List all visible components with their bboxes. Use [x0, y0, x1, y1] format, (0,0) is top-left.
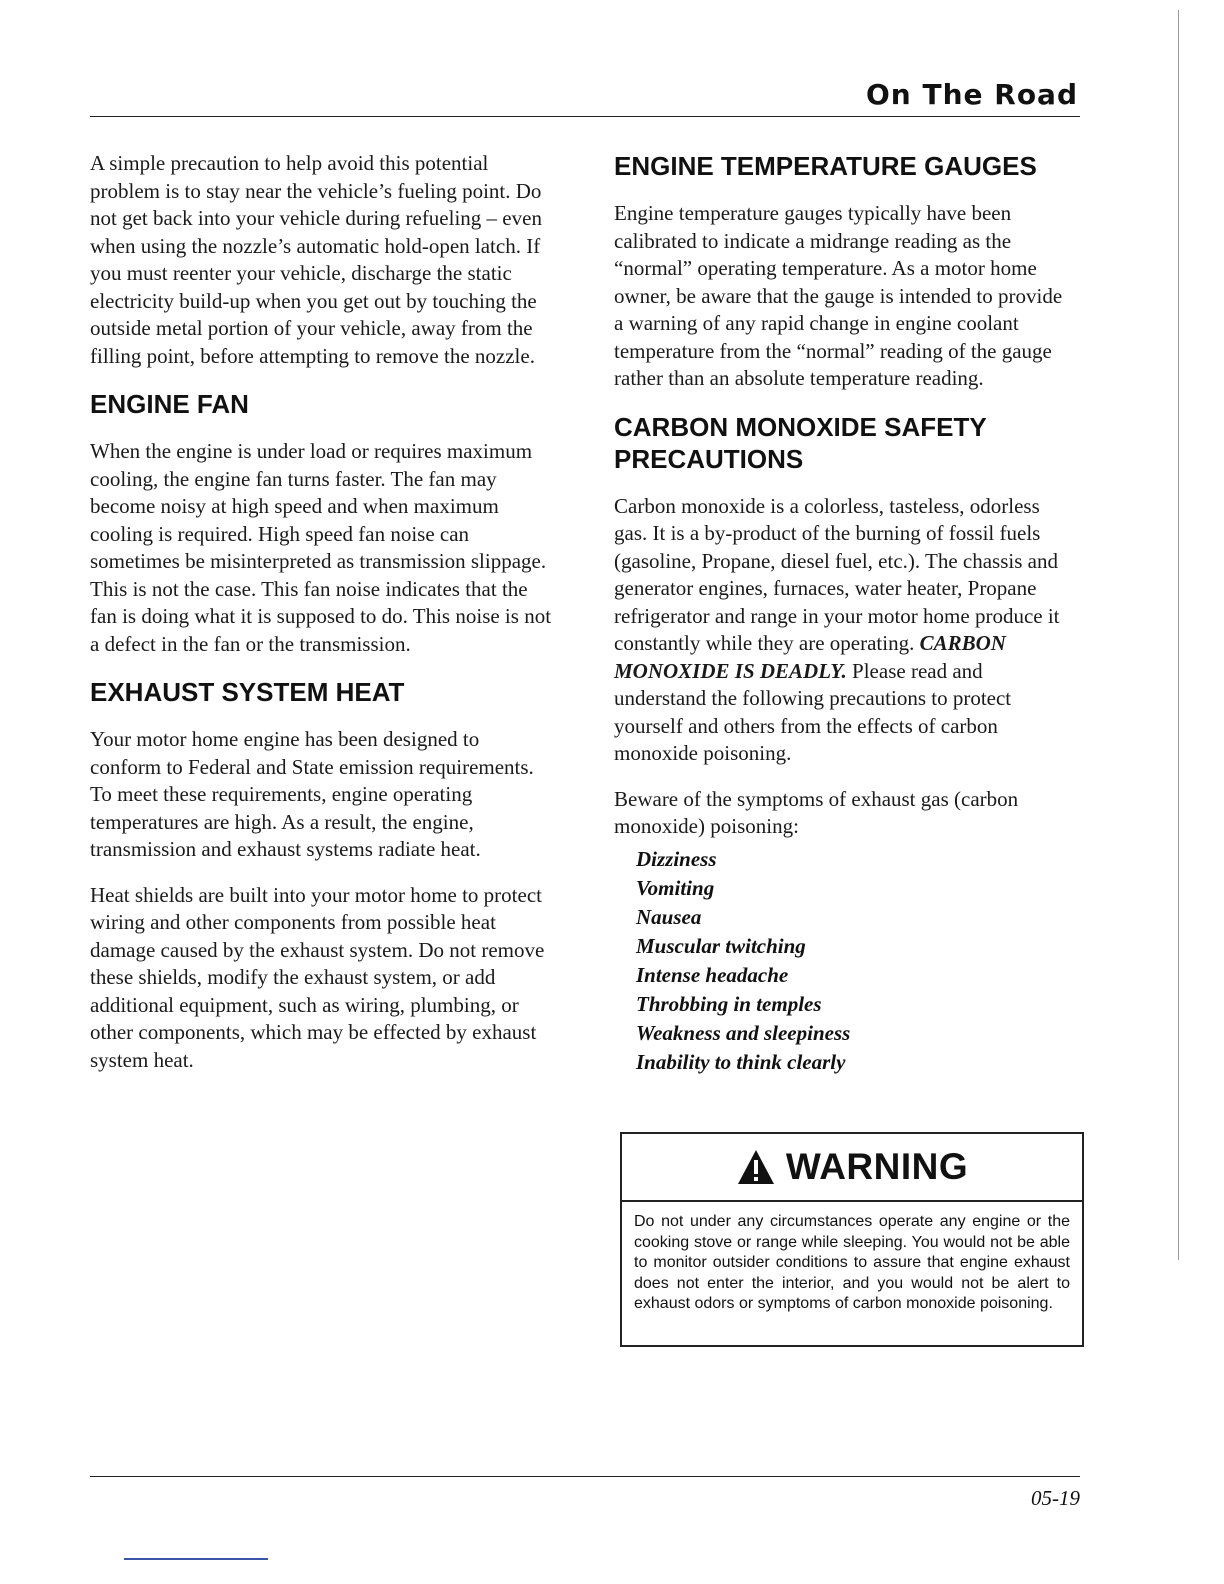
symptom-item: Dizziness — [636, 846, 717, 871]
carbon-monoxide-text-end: Please read and understand the following precautions to protect yourself and others from the effects of carbon monoxide poisoning. — [614, 658, 1012, 765]
footer-rule — [90, 1476, 1080, 1477]
engine-fan-paragraph: When the engine is under load or requires maximum cooling, the engine fan turns faster. The fan may become noisy at high speed and when maximum cooling is required. High speed fan noise can sometimes be misinterpreted as transmission slippage. This is not the case. This fan noise indicates that the fan is doing what it is supposed to do. This noise is not a defect in the fan or the transmission. — [90, 439, 552, 656]
symptoms-intro: Beware of the symptoms of exhaust gas (carbon monoxide) poisoning: — [614, 786, 1019, 838]
carbon-monoxide-paragraph — [614, 493, 1074, 768]
right-column — [614, 150, 1074, 1077]
page-header-title: On The Road — [866, 78, 1078, 111]
warning-triangle-icon — [736, 1148, 776, 1186]
exhaust-heat-paragraph-1: Your motor home engine has been designed to conform to Federal and State emission requirements. To meet these requirements, engine operating temperatures are high. As a result, the engine, transmission and exhaust systems radiate heat. — [90, 727, 534, 861]
warning-label: WARNING — [785, 1146, 969, 1187]
warning-box — [620, 1132, 1084, 1347]
page-number: 05-19 — [1031, 1486, 1080, 1510]
symptom-item: Weakness and sleepiness — [636, 1020, 851, 1045]
scan-edge-line — [1178, 10, 1179, 1260]
left-column — [90, 150, 555, 1092]
carbon-monoxide-text-start: Carbon monoxide is a colorless, tasteless, odorless gas. It is a by-product of the burning of fossil fuels (gasoline, Propane, diesel fuel, etc.). The chassis and generator engines, furnaces, water heater, Propane refrigerator and range in your motor home produce it constantly while they are operating. — [614, 493, 1060, 655]
warning-text: Do not under any circumstances operate any engine or the cooking stove or range while sleeping. You would not be able to monitor outsider conditions to assure that engine exhaust does not enter the interior, and you would not be alert to exhaust odors or symptoms of carbon monoxide poisoning. — [634, 1213, 1070, 1312]
symptoms-list — [636, 845, 1074, 1077]
symptom-item: Throbbing in temples — [636, 991, 822, 1016]
carbon-monoxide-heading: CARBON MONOXIDE SAFETY PRECAUTIONS — [614, 411, 987, 474]
symptom-item: Inability to think clearly — [636, 1049, 846, 1074]
warning-header — [622, 1134, 1082, 1202]
symptom-item: Nausea — [636, 904, 702, 929]
temperature-gauges-heading: ENGINE TEMPERATURE GAUGES — [614, 151, 1037, 181]
carbon-monoxide-deadly-emphasis: CARBON MONOXIDE IS DEADLY. — [614, 631, 1006, 683]
exhaust-heat-paragraph-2: Heat shields are built into your motor home to protect wiring and other components from possible heat damage caused by the exhaust system. Do not remove these shields, modify the exhaust system, or add additional equipment, such as wiring, plumbing, or other components, which may be effected by exhaust system heat. — [90, 882, 545, 1072]
temperature-gauges-paragraph: Engine temperature gauges typically have been calibrated to indicate a midrange reading as the “normal” operating temperature. As a motor home owner, be aware that the gauge is intended to provide a warning of any rapid change in engine coolant temperature from the “normal” reading of the gauge rather than an absolute temperature reading. — [614, 201, 1063, 390]
symptom-item: Intense headache — [636, 962, 789, 987]
intro-paragraph: A simple precaution to help avoid this potential problem is to stay near the vehicle’s fueling point. Do not get back into your vehicle during refueling – even when using the nozzle’s automatic hold-open latch. If you must reenter your vehicle, discharge the static electricity build-up when you get out by touching the outside metal portion of your vehicle, away from the filling point, before attempting to remove the nozzle. — [90, 151, 542, 368]
bottom-stub-line — [124, 1558, 268, 1560]
engine-fan-heading: ENGINE FAN — [90, 389, 249, 419]
header-rule — [90, 116, 1080, 117]
exhaust-heat-heading: EXHAUST SYSTEM HEAT — [90, 677, 405, 707]
symptom-item: Vomiting — [636, 875, 715, 900]
symptom-item: Muscular twitching — [636, 933, 806, 958]
